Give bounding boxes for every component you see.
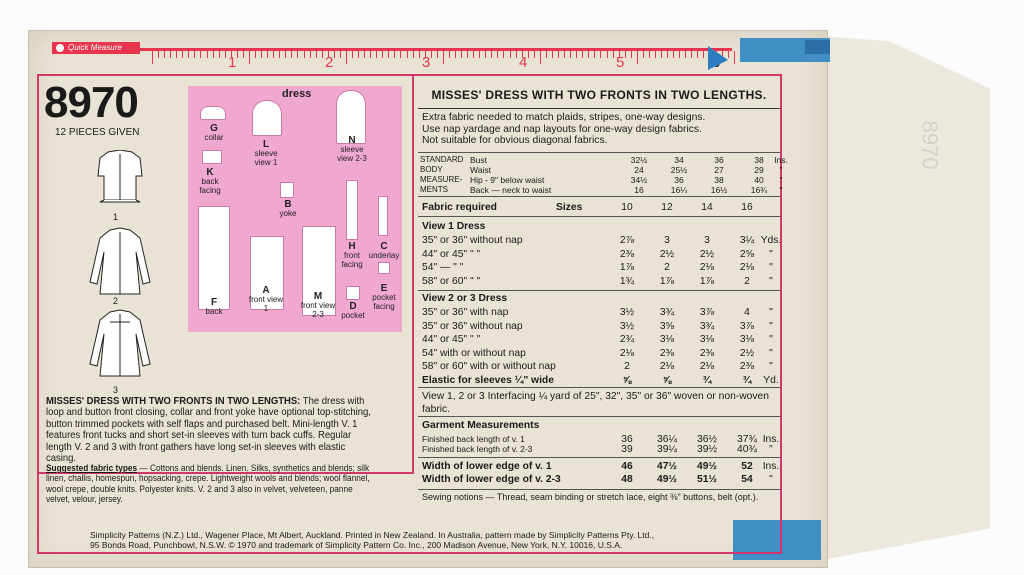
ruler-tick xyxy=(225,51,226,58)
ruler-tick xyxy=(237,51,238,58)
width-row-label: Width of lower edge of v. 2-3 xyxy=(422,474,561,485)
body-measure-label: STANDARD xyxy=(420,155,464,164)
body-measure-label: MEASURE- xyxy=(420,175,463,184)
piece-label: F back xyxy=(205,297,223,316)
fabric-row-value: 2⅛ xyxy=(659,361,675,372)
fabric-row-value: 1¾ xyxy=(619,275,635,287)
ruler-tick xyxy=(316,51,317,58)
body-value: 38 xyxy=(754,155,764,165)
body-value: 34 xyxy=(674,155,684,165)
ruler-tick xyxy=(528,51,529,58)
piece-front-facing xyxy=(346,180,358,240)
fabric-row-value: 3¼ xyxy=(739,235,755,246)
fabric-row-value: 2⅜ xyxy=(659,347,675,359)
fabric-row-value: 2⅛ xyxy=(699,361,715,372)
ruler-tick xyxy=(400,51,401,58)
ruler-tick xyxy=(413,51,414,58)
fabric-row-label: 35" or 36" with nap xyxy=(422,307,509,318)
fabric-row-unit: " xyxy=(769,307,773,318)
garment-row-value: 36 xyxy=(621,434,633,445)
body-value: 16½ xyxy=(710,185,728,195)
fabric-row-value: 2 xyxy=(744,275,750,287)
ruler-tick xyxy=(388,51,389,58)
fabric-row-value: 2 xyxy=(664,262,670,273)
fabric-row-label: 44" or 45" " " xyxy=(422,334,481,345)
fabric-row-value: 2⅜ xyxy=(739,361,755,372)
sizes-label: Sizes xyxy=(556,202,583,213)
body-value: 25½ xyxy=(670,165,688,175)
size-header: 14 xyxy=(701,202,713,213)
rule xyxy=(418,416,780,417)
piece-label: B yoke xyxy=(279,199,297,218)
size-header: 10 xyxy=(621,202,633,213)
ruler-tick xyxy=(625,51,626,58)
ruler-tick xyxy=(176,51,177,58)
fabric-row-value: 1⅞ xyxy=(699,275,715,287)
fabric-row-value: 3½ xyxy=(619,320,635,332)
width-row-unit: Ins. xyxy=(762,461,780,472)
ruler-tick xyxy=(261,51,262,58)
width-row-value: 46 xyxy=(621,461,633,472)
fabric-row-unit: Yds. xyxy=(760,235,782,246)
sewing-notions: Sewing notions — Thread, seam binding or stretch lace, eight ⅜" buttons, belt (opt.). xyxy=(422,492,759,502)
garment-row-value: 39½ xyxy=(696,444,718,455)
garment-row-value: 39 xyxy=(621,444,633,455)
fabric-row-value: 2½ xyxy=(739,347,755,359)
rule xyxy=(418,290,780,291)
garment-row-label: Finished back length of v. 2-3 xyxy=(422,444,533,454)
fabric-row-unit: " xyxy=(769,320,773,332)
ruler-tick xyxy=(182,51,183,58)
fabric-row-value: 3⅛ xyxy=(739,334,755,345)
rule xyxy=(418,457,780,458)
ruler-tick xyxy=(461,51,462,58)
ruler-tick xyxy=(255,51,256,58)
fabric-row-label: 58" or 60" with or without nap xyxy=(422,361,556,372)
garment-row-value: 36½ xyxy=(696,434,718,445)
piece-label: C underlay xyxy=(368,241,400,260)
body-row-label: Waist xyxy=(470,165,491,175)
body-unit: " xyxy=(779,165,783,175)
body-value: 40 xyxy=(754,175,764,185)
ruler-tick xyxy=(679,51,680,58)
fabric-row-label: 58" or 60" " " xyxy=(422,275,481,287)
body-unit: " xyxy=(779,185,783,195)
width-row-value: 47½ xyxy=(656,461,678,472)
ruler-tick xyxy=(685,51,686,58)
view1-heading: View 1 Dress xyxy=(422,221,486,232)
piece-label: K back facing xyxy=(199,167,221,195)
interfacing-note: View 1, 2 or 3 Interfacing ¼ yard of 25", 32", 35" or 36" woven or non-woven fabric. xyxy=(422,391,769,415)
fabric-row-value: 1⅞ xyxy=(659,275,675,287)
ruler-tick xyxy=(352,51,353,58)
fabric-row-value: 3⅛ xyxy=(659,334,675,345)
ruler-tick xyxy=(534,51,535,58)
ruler-tick xyxy=(431,51,432,58)
width-row-value: 52 xyxy=(741,461,753,472)
fabric-row-value: 3⅞ xyxy=(699,307,715,318)
ruler-tick xyxy=(485,51,486,58)
ruler-tick xyxy=(267,51,268,58)
ruler-tick xyxy=(449,51,450,58)
body-measure-label: MENTS xyxy=(420,185,448,194)
pattern-pieces-panel xyxy=(188,86,402,332)
ruler-tick xyxy=(188,51,189,58)
piece-label: N sleeve view 2-3 xyxy=(337,135,367,163)
fabric-row-label: 54" with or without nap xyxy=(422,347,526,359)
ruler-tick xyxy=(419,51,420,58)
ruler-tick xyxy=(407,51,408,58)
tape-edge xyxy=(805,40,830,54)
view-number: 2 xyxy=(113,296,119,306)
ruler-tick xyxy=(340,51,341,58)
body-value: 27 xyxy=(714,165,724,175)
body-unit: Ins. xyxy=(774,155,788,165)
ruler-tick xyxy=(631,51,632,58)
ruler-tick xyxy=(546,51,547,58)
garment-row-unit: " xyxy=(769,444,773,455)
ruler-tick xyxy=(479,51,480,58)
ruler-tick xyxy=(661,51,662,58)
ruler-tick xyxy=(588,51,589,58)
ruler-tick xyxy=(213,51,214,58)
garment-row-unit: Ins. xyxy=(762,434,780,445)
ruler-tick xyxy=(673,51,674,58)
rule xyxy=(418,196,780,197)
pattern-title: MISSES' DRESS WITH TWO FRONTS IN TWO LENGTHS. xyxy=(431,88,767,102)
column-divider xyxy=(412,76,414,473)
body-row-label: Bust xyxy=(470,155,488,165)
fabric-required-label: Fabric required xyxy=(422,202,497,213)
dress-figure-icon xyxy=(90,228,150,294)
body-measure-label: BODY xyxy=(420,165,443,174)
body-value: 34½ xyxy=(630,175,648,185)
ruler-tick xyxy=(655,51,656,58)
body-value: 36 xyxy=(674,175,684,185)
ruler-tick xyxy=(443,51,444,64)
ruler-tick xyxy=(376,51,377,58)
view-number: 1 xyxy=(113,212,119,222)
fabric-row-value: 2¾ xyxy=(619,334,635,345)
ruler-tick xyxy=(467,51,468,58)
ruler-number: 4 xyxy=(519,54,528,71)
ruler-number: 2 xyxy=(325,54,334,71)
body-value: 24 xyxy=(634,165,644,175)
ruler-tick xyxy=(491,51,492,58)
garment-heading: Garment Measurements xyxy=(422,420,540,431)
view-number: 3 xyxy=(113,385,119,395)
ruler-number: 3 xyxy=(422,54,431,71)
ruler-tick xyxy=(164,51,165,58)
width-row-unit: " xyxy=(769,474,773,485)
width-row-label: Width of lower edge of v. 1 xyxy=(422,461,552,472)
size-header: 16 xyxy=(741,202,753,213)
fabric-row-value: 4 xyxy=(744,307,750,318)
ruler-tick xyxy=(510,51,511,58)
ruler-tick xyxy=(613,51,614,58)
ruler-number: 1 xyxy=(228,54,237,71)
piece-label: H front facing xyxy=(341,241,363,269)
piece-pocket xyxy=(346,286,360,300)
ruler-arrow-icon xyxy=(708,46,728,70)
ruler-tick xyxy=(370,51,371,58)
ruler-tick xyxy=(643,51,644,58)
flap-pattern-number: 8970 xyxy=(917,120,943,170)
dress-figure-icon xyxy=(90,310,150,376)
fabric-row-value: 3 xyxy=(704,235,710,246)
ruler-tick xyxy=(285,51,286,58)
pattern-description: MISSES' DRESS WITH TWO FRONTS IN TWO LENGTHS: The dress with loop and button front closing, collar and front yoke have optional top-stitching, button trimmed pockets with self flaps and purchased belt. Mini-length V. 1 features front tucks and short set-in sleeves with turn back cuffs. Regular length V. 2 and 3 with front gathers have long set-in sleeves with elastic casing. xyxy=(46,396,371,465)
ruler-tick xyxy=(607,51,608,58)
quick-measure-ruler xyxy=(52,42,732,71)
fabric-row-value: 3⅛ xyxy=(699,334,715,345)
fabric-row-unit: " xyxy=(769,248,773,260)
ruler-tick xyxy=(649,51,650,58)
ruler-number: 5 xyxy=(616,54,625,71)
ruler-tick xyxy=(243,51,244,58)
garment-row-value: 39¼ xyxy=(656,444,678,455)
fabric-row-label: 44" or 45" " " xyxy=(422,248,481,260)
rule xyxy=(418,489,780,490)
fabric-row-label: 54" — " " xyxy=(422,262,464,273)
ruler-tick xyxy=(297,51,298,58)
ruler-tick xyxy=(516,51,517,58)
body-value: 16¾ xyxy=(750,185,768,195)
ruler-tick xyxy=(600,51,601,58)
width-row-value: 51½ xyxy=(696,474,718,485)
fabric-row-label: 35" or 36" without nap xyxy=(422,320,523,332)
fabric-row-value: 2⅛ xyxy=(699,262,715,273)
fabric-row-value: 2½ xyxy=(659,248,675,260)
fabric-row-value: 1⅞ xyxy=(619,262,635,273)
width-row-value: 49½ xyxy=(696,461,718,472)
ruler-tick xyxy=(703,51,704,58)
fabric-row-value: 2⅜ xyxy=(619,248,635,260)
rule xyxy=(418,387,780,388)
piece-label: L sleeve view 1 xyxy=(254,139,278,167)
view-illustrations xyxy=(80,150,170,390)
ruler-tick xyxy=(576,51,577,58)
piece-label: D pocket xyxy=(341,301,365,320)
body-value: 16 xyxy=(634,185,644,195)
fabric-row-unit: " xyxy=(769,334,773,345)
ruler-tick xyxy=(170,51,171,58)
size-header: 12 xyxy=(661,202,673,213)
fabric-row-value: 2⅞ xyxy=(619,235,635,246)
view2-heading: View 2 or 3 Dress xyxy=(422,293,508,304)
fabric-notes: Extra fabric needed to match plaids, stripes, one-way designs. Use nap yardage and nap layouts for one-way design fabrics. Not suitable for obvious diagonal fabrics. xyxy=(422,112,706,146)
ruler-dot-icon xyxy=(56,44,64,52)
fabric-row-value: 2 xyxy=(624,361,630,372)
pieces-title: dress xyxy=(282,88,312,100)
body-value: 36 xyxy=(714,155,724,165)
ruler-tick xyxy=(364,51,365,58)
piece-label: M front view 2-3 xyxy=(300,291,336,319)
piece-label: G collar xyxy=(204,123,224,142)
piece-label: E pocket facing xyxy=(372,283,396,311)
fabric-row-label: Elastic for sleeves ¼" wide xyxy=(422,374,554,386)
ruler-tick xyxy=(540,51,541,64)
fabric-row-value: 2⅛ xyxy=(619,347,635,359)
body-row-label: Back — neck to waist xyxy=(470,185,552,195)
piece-yoke xyxy=(280,182,294,198)
ruler-tick xyxy=(249,51,250,64)
body-value: 32½ xyxy=(630,155,648,165)
ruler-tick xyxy=(564,51,565,58)
fabric-row-value: 3½ xyxy=(619,307,635,318)
suggested-fabrics: Suggested fabric types — Cottons and blends. Linen. Silks, synthetics and blends; silk linen, challis, homespun, hopsacking, crepe. Lightweight wools and blends; wool flannel, wool crepe, double knits. Polyester knits. V. 2 and 3 also in velvet, velveteen, panne velvet, velour, jersey. xyxy=(46,463,370,504)
fabric-row-value: 3 xyxy=(664,235,670,246)
fabric-row-value: 2⅜ xyxy=(699,347,715,359)
rule xyxy=(418,216,780,217)
ruler-tick xyxy=(473,51,474,58)
ruler-tick xyxy=(158,51,159,58)
ruler-number: 6 xyxy=(712,54,721,71)
fabric-row-value: 3¾ xyxy=(659,307,675,318)
fabric-row-value: ⅝ xyxy=(622,374,632,386)
ruler-tick xyxy=(582,51,583,58)
fabric-row-label: 35" or 36" without nap xyxy=(422,235,523,246)
ruler-tick xyxy=(304,51,305,58)
ruler-tick xyxy=(697,51,698,58)
ruler-tick xyxy=(358,51,359,58)
piece-back xyxy=(198,206,230,310)
ruler-tick xyxy=(552,51,553,58)
fabric-row-unit: " xyxy=(769,347,773,359)
ruler-tick xyxy=(437,51,438,58)
ruler-tick xyxy=(558,51,559,58)
piece-collar xyxy=(200,106,226,120)
fabric-row-value: 3¾ xyxy=(699,320,715,332)
piece-underlay xyxy=(378,196,388,236)
ruler-tick xyxy=(334,51,335,58)
width-row-value: 49½ xyxy=(656,474,678,485)
ruler-tick xyxy=(346,51,347,64)
ruler-tick xyxy=(219,51,220,58)
garment-row-value: 37¾ xyxy=(736,434,758,445)
fabric-row-unit: Yd. xyxy=(763,374,779,386)
piece-pocket-facing xyxy=(378,262,390,274)
garment-row-label: Finished back length of v. 1 xyxy=(422,434,525,444)
width-row-value: 54 xyxy=(741,474,753,485)
ruler-tick xyxy=(637,51,638,64)
ruler-tick xyxy=(734,51,735,64)
pieces-given: 12 PIECES GIVEN xyxy=(55,127,140,138)
pattern-number: 8970 xyxy=(44,78,138,127)
dress-figure-icon xyxy=(98,150,142,202)
fabric-row-value: 3⅝ xyxy=(659,320,675,332)
ruler-tick xyxy=(667,51,668,58)
envelope-flap xyxy=(822,36,990,560)
fabric-row-value: ¾ xyxy=(702,374,712,386)
publisher-footer: Simplicity Patterns (N.Z.) Ltd., Wagener Place, Mt Albert, Auckland. Printed in New Zealand. In Australia, pattern made by Simplicity Patterns Pty. Ltd., 95 Bonds Road, Punchbowl, N.S.W. © 1970 and trademark of Simplicity Pattern Co. Inc., 200 Madison Avenue, New York, N.Y. 10016, U.S.A. xyxy=(90,530,655,550)
fabric-row-unit: " xyxy=(769,275,773,287)
ruler-tick xyxy=(200,51,201,58)
width-row-value: 48 xyxy=(621,474,633,485)
body-row-label: Hip - 9" below waist xyxy=(470,175,545,185)
ruler-tick xyxy=(382,51,383,58)
fabric-row-value: ¾ xyxy=(742,374,752,386)
ruler-tick xyxy=(455,51,456,58)
body-value: 16¼ xyxy=(670,185,688,195)
fabric-row-unit: " xyxy=(769,262,773,273)
ruler-tick xyxy=(273,51,274,58)
ruler-tick xyxy=(594,51,595,58)
garment-row-value: 36¼ xyxy=(656,434,678,445)
fabric-row-value: 2½ xyxy=(699,248,715,260)
ruler-tick xyxy=(310,51,311,58)
piece-label: A front view 1 xyxy=(248,285,284,313)
fabric-row-value: 2⅝ xyxy=(739,248,755,260)
body-value: 29 xyxy=(754,165,764,175)
fabric-row-value: ⅝ xyxy=(662,374,672,386)
fabric-row-value: 2⅛ xyxy=(739,262,755,273)
fabric-row-unit: " xyxy=(769,361,773,372)
ruler-tick xyxy=(497,51,498,58)
ruler-tick xyxy=(394,51,395,58)
ruler-tick xyxy=(291,51,292,58)
ruler-tick xyxy=(279,51,280,58)
ruler-tick xyxy=(207,51,208,58)
ruler-label: Quick Measure xyxy=(52,42,140,54)
ruler-tick xyxy=(322,51,323,58)
garment-row-value: 40¾ xyxy=(736,444,758,455)
piece-sleeve-v1 xyxy=(252,100,282,136)
ruler-tick xyxy=(152,51,153,64)
body-value: 38 xyxy=(714,175,724,185)
fabric-row-value: 3⅞ xyxy=(739,320,755,332)
piece-back-facing xyxy=(202,150,222,164)
ruler-tick xyxy=(570,51,571,58)
body-unit: " xyxy=(779,175,783,185)
ruler-tick xyxy=(691,51,692,58)
ruler-tick xyxy=(194,51,195,58)
ruler-tick xyxy=(503,51,504,58)
